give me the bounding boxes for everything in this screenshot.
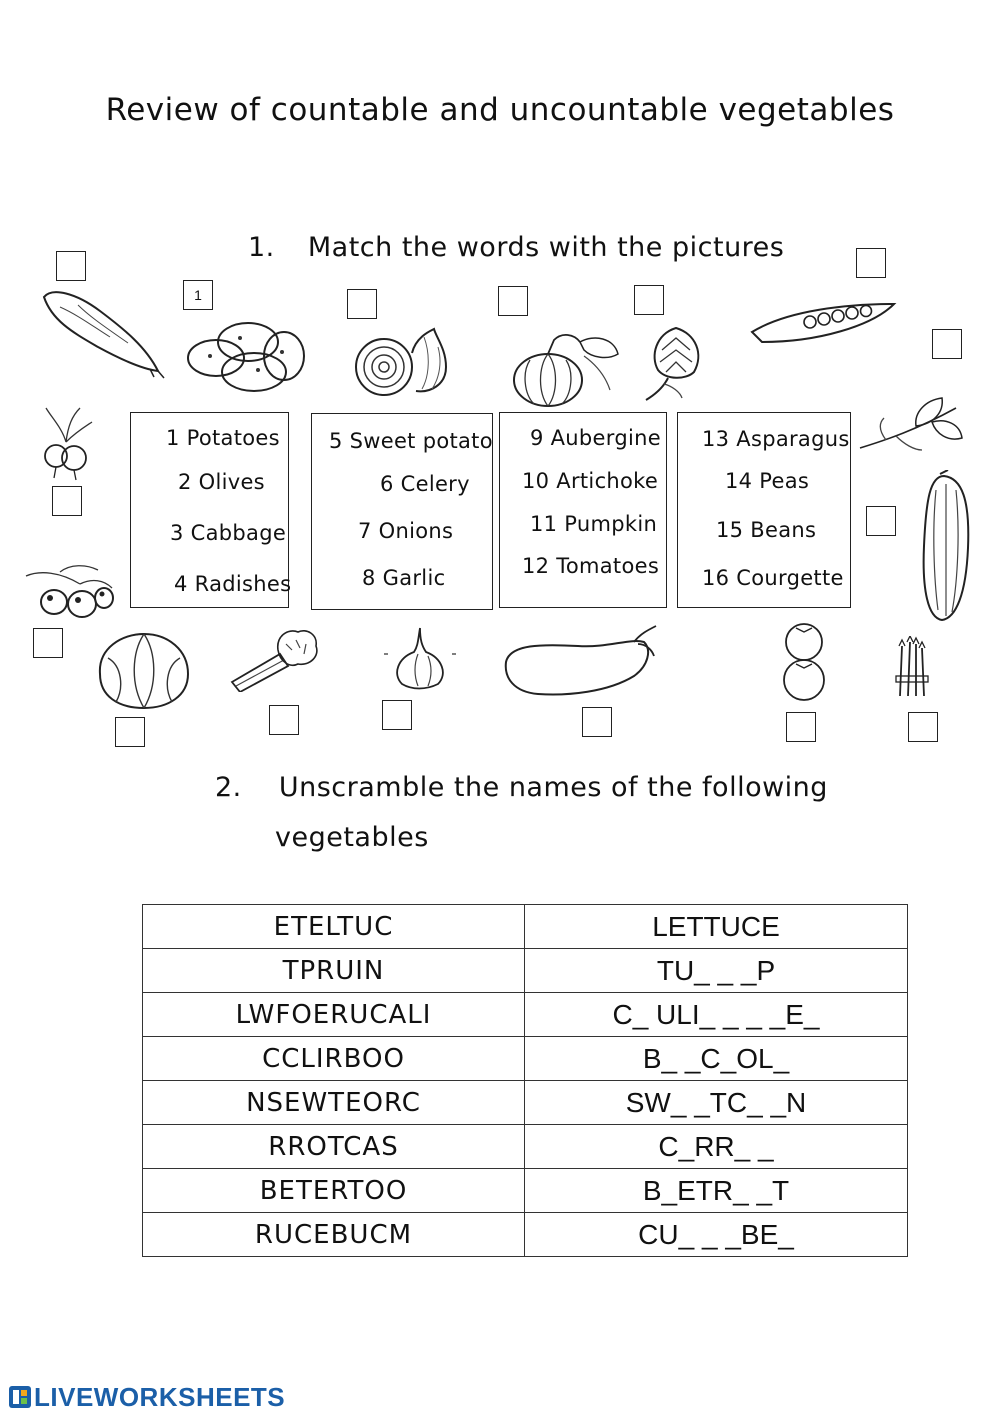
scrambled-word: CCLIRBOO: [143, 1037, 525, 1081]
section-1-text: Match the words with the pictures: [307, 232, 785, 263]
answer-field[interactable]: CU_ _ _BE_: [525, 1213, 908, 1257]
section-2-text-line2: vegetables: [275, 822, 429, 853]
unscramble-table: [142, 904, 908, 1257]
sweet-potato-picture: [38, 285, 166, 380]
table-row: [143, 993, 908, 1037]
answer-field[interactable]: B_ _C_OL_: [525, 1037, 908, 1081]
answer-field[interactable]: TU_ _ _P: [525, 949, 908, 993]
cabbage-picture: [92, 628, 194, 712]
answer-box-artichoke[interactable]: [634, 285, 664, 315]
section-2-number: 2.: [215, 772, 242, 803]
word-peas: 14 Peas: [725, 469, 810, 493]
answer-box-peas[interactable]: [856, 248, 886, 278]
table-row: [143, 1169, 908, 1213]
word-beans: 15 Beans: [716, 518, 817, 542]
answer-box-onion[interactable]: [347, 289, 377, 319]
answer-box-celery[interactable]: [269, 705, 299, 735]
answer-box-potatoes[interactable]: 1: [183, 280, 213, 310]
answer-box-sweet-potato[interactable]: [56, 251, 86, 281]
onion-picture: [350, 327, 450, 397]
word-cabbage: 3 Cabbage: [170, 521, 287, 545]
word-aubergine: 9 Aubergine: [530, 426, 661, 450]
word-pumpkin: 11 Pumpkin: [530, 512, 658, 536]
answer-field[interactable]: B_ETR_ _T: [525, 1169, 908, 1213]
word-radishes: 4 Radishes: [174, 572, 292, 596]
tomatoes-picture: [772, 620, 834, 704]
answer-field[interactable]: LETTUCE: [525, 905, 908, 949]
table-row: [143, 1037, 908, 1081]
peas-picture: [748, 298, 898, 346]
courgette-picture: [916, 470, 974, 626]
answer-box-tomatoes[interactable]: [786, 712, 816, 742]
word-artichoke: 10 Artichoke: [522, 469, 659, 493]
section-1-heading: [248, 232, 784, 263]
table-row: [143, 949, 908, 993]
word-olives: 2 Olives: [178, 470, 265, 494]
liveworksheets-logo-icon: [8, 1385, 32, 1409]
table-row: [143, 1213, 908, 1257]
aubergine-picture: [498, 622, 660, 698]
answer-box-olives[interactable]: [33, 628, 63, 658]
scrambled-word: NSEWTEORC: [143, 1081, 525, 1125]
word-potatoes: 1 Potatoes: [166, 426, 280, 450]
section-1-number: 1.: [248, 232, 275, 263]
radishes-picture: [38, 404, 96, 482]
answer-box-asparagus[interactable]: [908, 712, 938, 742]
answer-box-garlic[interactable]: [382, 700, 412, 730]
table-row: [143, 1081, 908, 1125]
worksheet-title: Review of countable and uncountable vegetables: [105, 92, 895, 128]
word-asparagus: 13 Asparagus: [702, 427, 850, 451]
word-garlic: 8 Garlic: [362, 566, 446, 590]
answer-field[interactable]: C_RR_ _: [525, 1125, 908, 1169]
section-2-text-line1: Unscramble the names of the following: [278, 772, 828, 803]
scrambled-word: BETERTOO: [143, 1169, 525, 1213]
pumpkin-picture: [510, 326, 622, 408]
word-celery: 6 Celery: [380, 472, 470, 496]
section-2-heading: [215, 772, 828, 803]
celery-picture: [226, 626, 322, 692]
asparagus-picture: [888, 636, 936, 698]
table-row: [143, 1125, 908, 1169]
scrambled-word: RUCEBUCM: [143, 1213, 525, 1257]
potatoes-picture: [184, 316, 306, 394]
beans-picture: [856, 394, 964, 458]
answer-box-courgette[interactable]: [866, 506, 896, 536]
scrambled-word: LWFOERUCALI: [143, 993, 525, 1037]
answer-box-radishes[interactable]: [52, 486, 82, 516]
word-sweet-potato: 5 Sweet potato: [329, 429, 493, 453]
answer-field[interactable]: C_ ULI_ _ _ _E_: [525, 993, 908, 1037]
scrambled-word: RROTCAS: [143, 1125, 525, 1169]
answer-box-pumpkin[interactable]: [498, 286, 528, 316]
garlic-picture: [382, 624, 458, 690]
liveworksheets-brand[interactable]: [8, 1382, 285, 1413]
brand-name: LIVEWORKSHEETS: [34, 1382, 286, 1412]
table-row: [143, 905, 908, 949]
answer-box-aubergine[interactable]: [582, 707, 612, 737]
scrambled-word: ETELTUC: [143, 905, 525, 949]
scrambled-word: TPRUIN: [143, 949, 525, 993]
artichoke-picture: [642, 320, 708, 404]
answer-field[interactable]: SW_ _TC_ _N: [525, 1081, 908, 1125]
answer-box-cabbage[interactable]: [115, 717, 145, 747]
word-courgette: 16 Courgette: [702, 566, 844, 590]
word-tomatoes: 12 Tomatoes: [522, 554, 660, 578]
answer-box-beans[interactable]: [932, 329, 962, 359]
olives-picture: [20, 562, 116, 622]
word-onions: 7 Onions: [358, 519, 454, 543]
